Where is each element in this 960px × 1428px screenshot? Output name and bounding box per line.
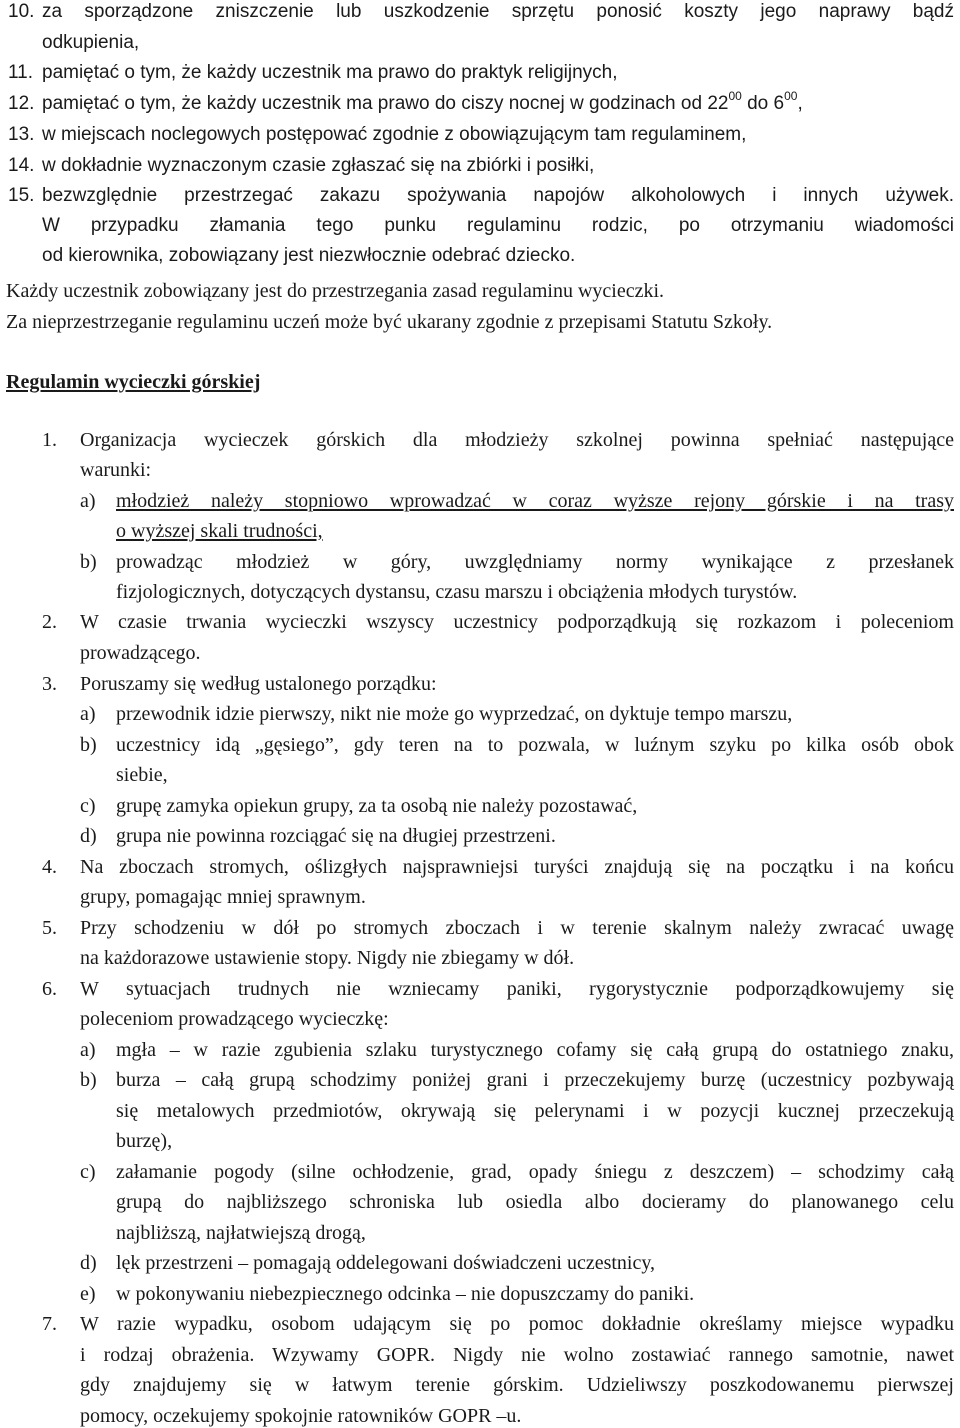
list-item-number: 15. xyxy=(8,185,35,206)
subpoint-label: a) xyxy=(80,703,96,725)
rule-text: i rodzaj obrażenia. Wzywamy GOPR. Nigdy nie wolno zostawiać rannego samotnie, nawet xyxy=(80,1344,954,1366)
list-item-text: za sporządzone zniszczenie lub uszkodzenie sprzętu ponosić koszty jego naprawy bądź xyxy=(42,1,954,22)
subpoint-text: mgła – w razie zgubienia szlaku turystycznego cofamy się całą grupą do ostatniego znaku, xyxy=(116,1039,954,1061)
section-heading: Regulamin wycieczki górskiej xyxy=(6,371,261,393)
subpoint-label: a) xyxy=(80,490,96,512)
subpoint-text: się metalowych przedmiotów, okrywają się pelerynami i w pozycji kucznej przeczekują xyxy=(116,1100,954,1122)
list-item-text: pamiętać o tym, że każdy uczestnik ma prawo do ciszy nocnej w godzinach od $22^{00}$ do $6^{00}$, xyxy=(42,88,803,114)
subpoint-text: młodzież należy stopniowo wprowadzać w coraz wyższe rejony górskie i na trasy xyxy=(116,490,954,512)
subpoint-label: c) xyxy=(80,795,96,817)
subpoint-text: siebie, xyxy=(116,764,168,786)
rule-text: poleceniom prowadzącego wycieczkę: xyxy=(80,1008,389,1030)
rule-text: W sytuacjach trudnych nie wzniecamy paniki, rygorystycznie podporządkowujemy się xyxy=(80,978,954,1000)
list-item-text: bezwzględnie przestrzegać zakazu spożywania napojów alkoholowych i innych używek. xyxy=(42,185,954,206)
list-item-number: 13. xyxy=(8,124,35,145)
subpoint-text: grupa nie powinna rozciągać się na długiej przestrzeni. xyxy=(116,825,556,847)
list-item-text: pamiętać o tym, że każdy uczestnik ma prawo do praktyk religijnych, xyxy=(42,62,618,83)
subpoint-text: grupą do najbliższego schroniska lub osiedla albo docieramy do planowanego celu xyxy=(116,1191,954,1213)
rule-text: gdy znajdujemy się w łatwym terenie górskim. Udzieliwszy poszkodowanemu pierwszej xyxy=(80,1374,954,1396)
subpoint-text: grupę zamyka opiekun grupy, za ta osobą nie należy pozostawać, xyxy=(116,795,638,817)
list-item-text: w miejscach noclegowych postępować zgodnie z obowiązującym tam regulaminem, xyxy=(42,124,747,145)
rule-text: Przy schodzeniu w dół po stromych zboczach i w terenie skalnym należy zwracać uwagę xyxy=(80,917,954,939)
subpoint-label: d) xyxy=(80,825,97,847)
rule-number: 4. xyxy=(42,856,57,878)
list-item-number: 10. xyxy=(8,1,35,22)
subpoint-text: fizjologicznych, dotyczących dystansu, czasu marszu i obciążenia młodych turystów. xyxy=(116,581,798,603)
rule-number: 5. xyxy=(42,917,57,939)
list-item-number: 14. xyxy=(8,155,35,176)
subpoint-text: prowadząc młodzież w góry, uwzględniamy normy wynikające z przesłanek xyxy=(116,551,954,573)
rule-number: 6. xyxy=(42,978,57,1000)
paragraph-text: Za nieprzestrzeganie regulaminu uczeń może być ukarany zgodnie z przepisami Statutu Szkoły. xyxy=(6,311,773,333)
subpoint-text: w pokonywaniu niebezpiecznego odcinka – nie dopuszczamy do paniki. xyxy=(116,1283,695,1305)
rule-text: warunki: xyxy=(80,459,152,481)
rule-number: 2. xyxy=(42,611,57,633)
subpoint-text: uczestnicy idą „gęsiego”, gdy teren na to pozwala, w luźnym szyku po kilka osób obok xyxy=(116,734,954,756)
rule-text: prowadzącego. xyxy=(80,642,201,664)
paragraph-text: od kierownika, zobowiązany jest niezwłocznie odebrać dziecko. xyxy=(42,245,576,266)
subpoint-text: o wyższej skali trudności, xyxy=(116,520,323,542)
subpoint-label: b) xyxy=(80,1069,97,1091)
subpoint-label: b) xyxy=(80,551,97,573)
rule-text: na każdorazowe ustawienie stopy. Nigdy nie zbiegamy w dół. xyxy=(80,947,575,969)
subpoint-text: burza – całą grupą schodzimy poniżej grani i przeczekujemy burzę (uczestnicy pozbywają xyxy=(116,1069,954,1091)
rule-number: 3. xyxy=(42,673,57,695)
subpoint-label: b) xyxy=(80,734,97,756)
rule-number: 7. xyxy=(42,1313,57,1335)
list-item-number: 12. xyxy=(8,93,35,114)
rule-number: 1. xyxy=(42,429,57,451)
rule-text: grupy, pomagając mniej sprawnym. xyxy=(80,886,366,908)
subpoint-label: d) xyxy=(80,1252,97,1274)
list-item-number: 11. xyxy=(8,62,34,83)
rule-text: W czasie trwania wycieczki wszyscy uczestnicy podporządkują się rozkazom i poleceniom xyxy=(80,611,954,633)
subpoint-text: lęk przestrzeni – pomagają oddelegowani doświadczeni uczestnicy, xyxy=(116,1252,656,1274)
subpoint-text: najbliższą, najłatwiejszą drogą, xyxy=(116,1222,366,1244)
subpoint-label: e) xyxy=(80,1283,96,1305)
subpoint-label: a) xyxy=(80,1039,96,1061)
rule-text: pomocy, oczekujemy spokojnie ratowników GOPR –u. xyxy=(80,1405,522,1427)
paragraph-text: Każdy uczestnik zobowiązany jest do przestrzegania zasad regulaminu wycieczki. xyxy=(6,280,665,302)
list-item-text: w dokładnie wyznaczonym czasie zgłaszać się na zbiórki i posiłki, xyxy=(42,155,595,176)
subpoint-text: załamanie pogody (silne ochłodzenie, grad, opady śniegu z deszczem) – schodzimy całą xyxy=(116,1161,954,1183)
rule-text: Organizacja wycieczek górskich dla młodzieży szkolnej powinna spełniać następujące xyxy=(80,429,954,451)
rule-text: W razie wypadku, osobom udającym się po pomoc dokładnie określamy miejsce wypadku xyxy=(80,1313,954,1335)
subpoint-text: przewodnik idzie pierwszy, nikt nie może go wyprzedzać, on dyktuje tempo marszu, xyxy=(116,703,793,725)
rule-text: Poruszamy się według ustalonego porządku: xyxy=(80,673,437,695)
subpoint-label: c) xyxy=(80,1161,96,1183)
subpoint-text: burzę), xyxy=(116,1130,173,1152)
rule-text: Na zboczach stromych, oślizgłych najsprawniejsi turyści znajdują się na początku i na końcu xyxy=(80,856,954,878)
list-item-text: odkupienia, xyxy=(42,32,140,53)
paragraph-text: W przypadku złamania tego punku regulaminu rodzic, po otrzymaniu wiadomości xyxy=(42,215,954,236)
